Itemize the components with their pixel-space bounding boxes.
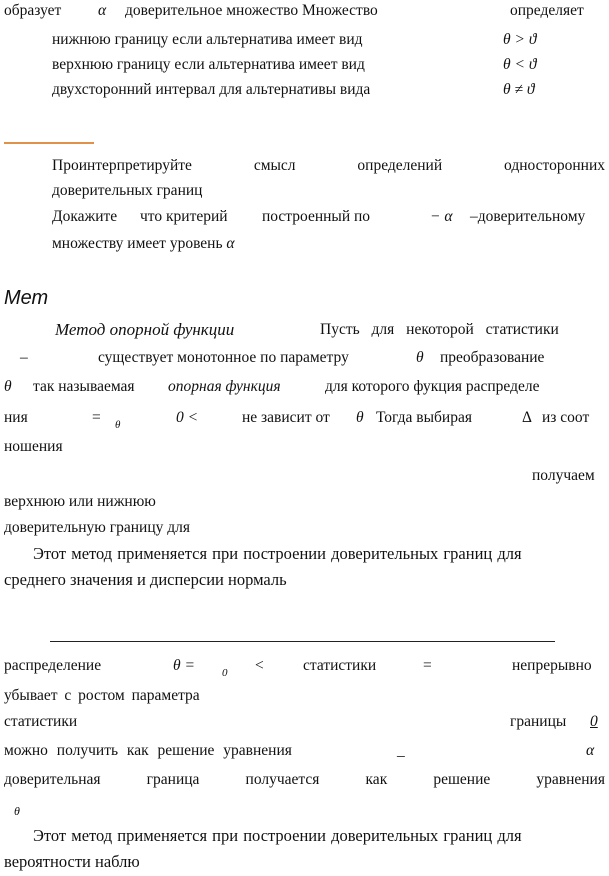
- word: решение: [433, 771, 491, 788]
- text-fragment: преобразование: [440, 349, 545, 366]
- text-fragment: для которого фукция распределе: [325, 378, 540, 395]
- word: образует: [4, 2, 62, 19]
- text-fragment: непрерывно: [512, 657, 592, 674]
- section-heading: Мет: [4, 287, 49, 309]
- theta-symbol: θ: [416, 349, 424, 366]
- alpha-symbol: α: [98, 2, 107, 19]
- word: получается: [245, 771, 320, 788]
- list-item-text: верхнюю границу если альтернатива имеет вид: [52, 56, 365, 73]
- math-expression: − α: [430, 208, 453, 225]
- text-fragment: ния: [4, 409, 28, 426]
- underscore-symbol: _: [397, 742, 405, 759]
- text-fragment: что критерий: [140, 208, 228, 225]
- separator-line: [4, 142, 94, 144]
- text-fragment: определяет: [510, 2, 584, 19]
- text-fragment: статистики: [303, 657, 377, 674]
- text-fragment: Пусть для некоторой статистики: [320, 321, 559, 338]
- text-fragment: –доверительному: [470, 208, 586, 225]
- list-item-text: двухсторонний интервал для альтернативы вида: [52, 81, 371, 98]
- alpha-symbol: α: [586, 742, 595, 759]
- word: Проинтерпретируйте: [52, 157, 192, 174]
- text-line: [4, 2, 61, 20]
- word: смысл: [253, 157, 296, 174]
- text-fragment: статистики: [4, 713, 78, 730]
- math-expression: θ > ϑ: [503, 31, 537, 48]
- word: как: [365, 771, 388, 788]
- word: уравнения: [536, 771, 605, 788]
- text-fragment: границы: [510, 713, 567, 730]
- exercise-line: [52, 235, 235, 253]
- theta-symbol: θ: [4, 378, 12, 395]
- math-expression: θ =: [173, 657, 195, 674]
- text-fragment: опорная функция: [168, 378, 281, 395]
- text-fragment: распределение: [4, 657, 102, 674]
- paragraph-line: среднего значения и дисперсии нормаль: [4, 570, 287, 589]
- text-line: убывает с ростом параметра: [4, 687, 200, 704]
- delta-symbol: Δ: [522, 409, 532, 426]
- exercise-line: [52, 157, 605, 175]
- math-expression: 0 <: [176, 409, 199, 426]
- text-line: ношения: [4, 438, 63, 455]
- paragraph-line: Этот метод применяется при построении доверительных границ для: [33, 826, 522, 845]
- text-line: доверительную границу для: [4, 519, 190, 536]
- math-expression: θ < ϑ: [503, 56, 537, 73]
- text-line: верхнюю или нижнюю: [4, 493, 156, 510]
- paragraph-line: вероятности наблю: [4, 852, 140, 871]
- text-fragment: не зависит от: [242, 409, 330, 426]
- math-expression: θ ≠ ϑ: [503, 81, 535, 98]
- alpha-symbol: α: [226, 235, 235, 252]
- text-fragment: так называемая: [33, 378, 135, 395]
- text-fragment: Докажите: [52, 208, 118, 225]
- text-fragment: доверительное множество Множество: [125, 2, 378, 19]
- theta-subscript: 0: [222, 667, 228, 679]
- exercise-line: доверительных границ: [52, 182, 203, 199]
- equals-symbol: =: [423, 657, 432, 674]
- word: односторонних: [504, 157, 605, 174]
- theta-symbol: θ: [356, 409, 364, 426]
- text-fragment: из соот: [542, 409, 590, 426]
- divider-line: [50, 641, 555, 642]
- word: доверительная: [4, 771, 101, 788]
- text-fragment: можно получить как решение уравнения: [4, 742, 292, 759]
- dash-symbol: –: [20, 349, 28, 366]
- word: определений: [357, 157, 443, 174]
- method-title: Метод опорной функции: [55, 320, 235, 339]
- equals-symbol: =: [92, 409, 101, 426]
- word: граница: [146, 771, 200, 788]
- theta-symbol: θ: [14, 804, 20, 818]
- text-fragment: существует монотонное по параметру: [98, 349, 349, 366]
- less-than-symbol: <: [255, 657, 264, 674]
- theta-subscript: θ: [115, 419, 121, 431]
- list-item-text: нижнюю границу если альтернатива имеет вид: [52, 31, 363, 48]
- text-fragment: получаем: [532, 467, 595, 484]
- text-line: [4, 771, 605, 789]
- math-expression: 0: [590, 713, 598, 730]
- word: множеству имеет уровень: [52, 235, 223, 252]
- text-fragment: Тогда выбирая: [376, 409, 472, 426]
- paragraph-line: Этот метод применяется при построении доверительных границ для: [33, 544, 522, 563]
- text-fragment: построенный по: [262, 208, 371, 225]
